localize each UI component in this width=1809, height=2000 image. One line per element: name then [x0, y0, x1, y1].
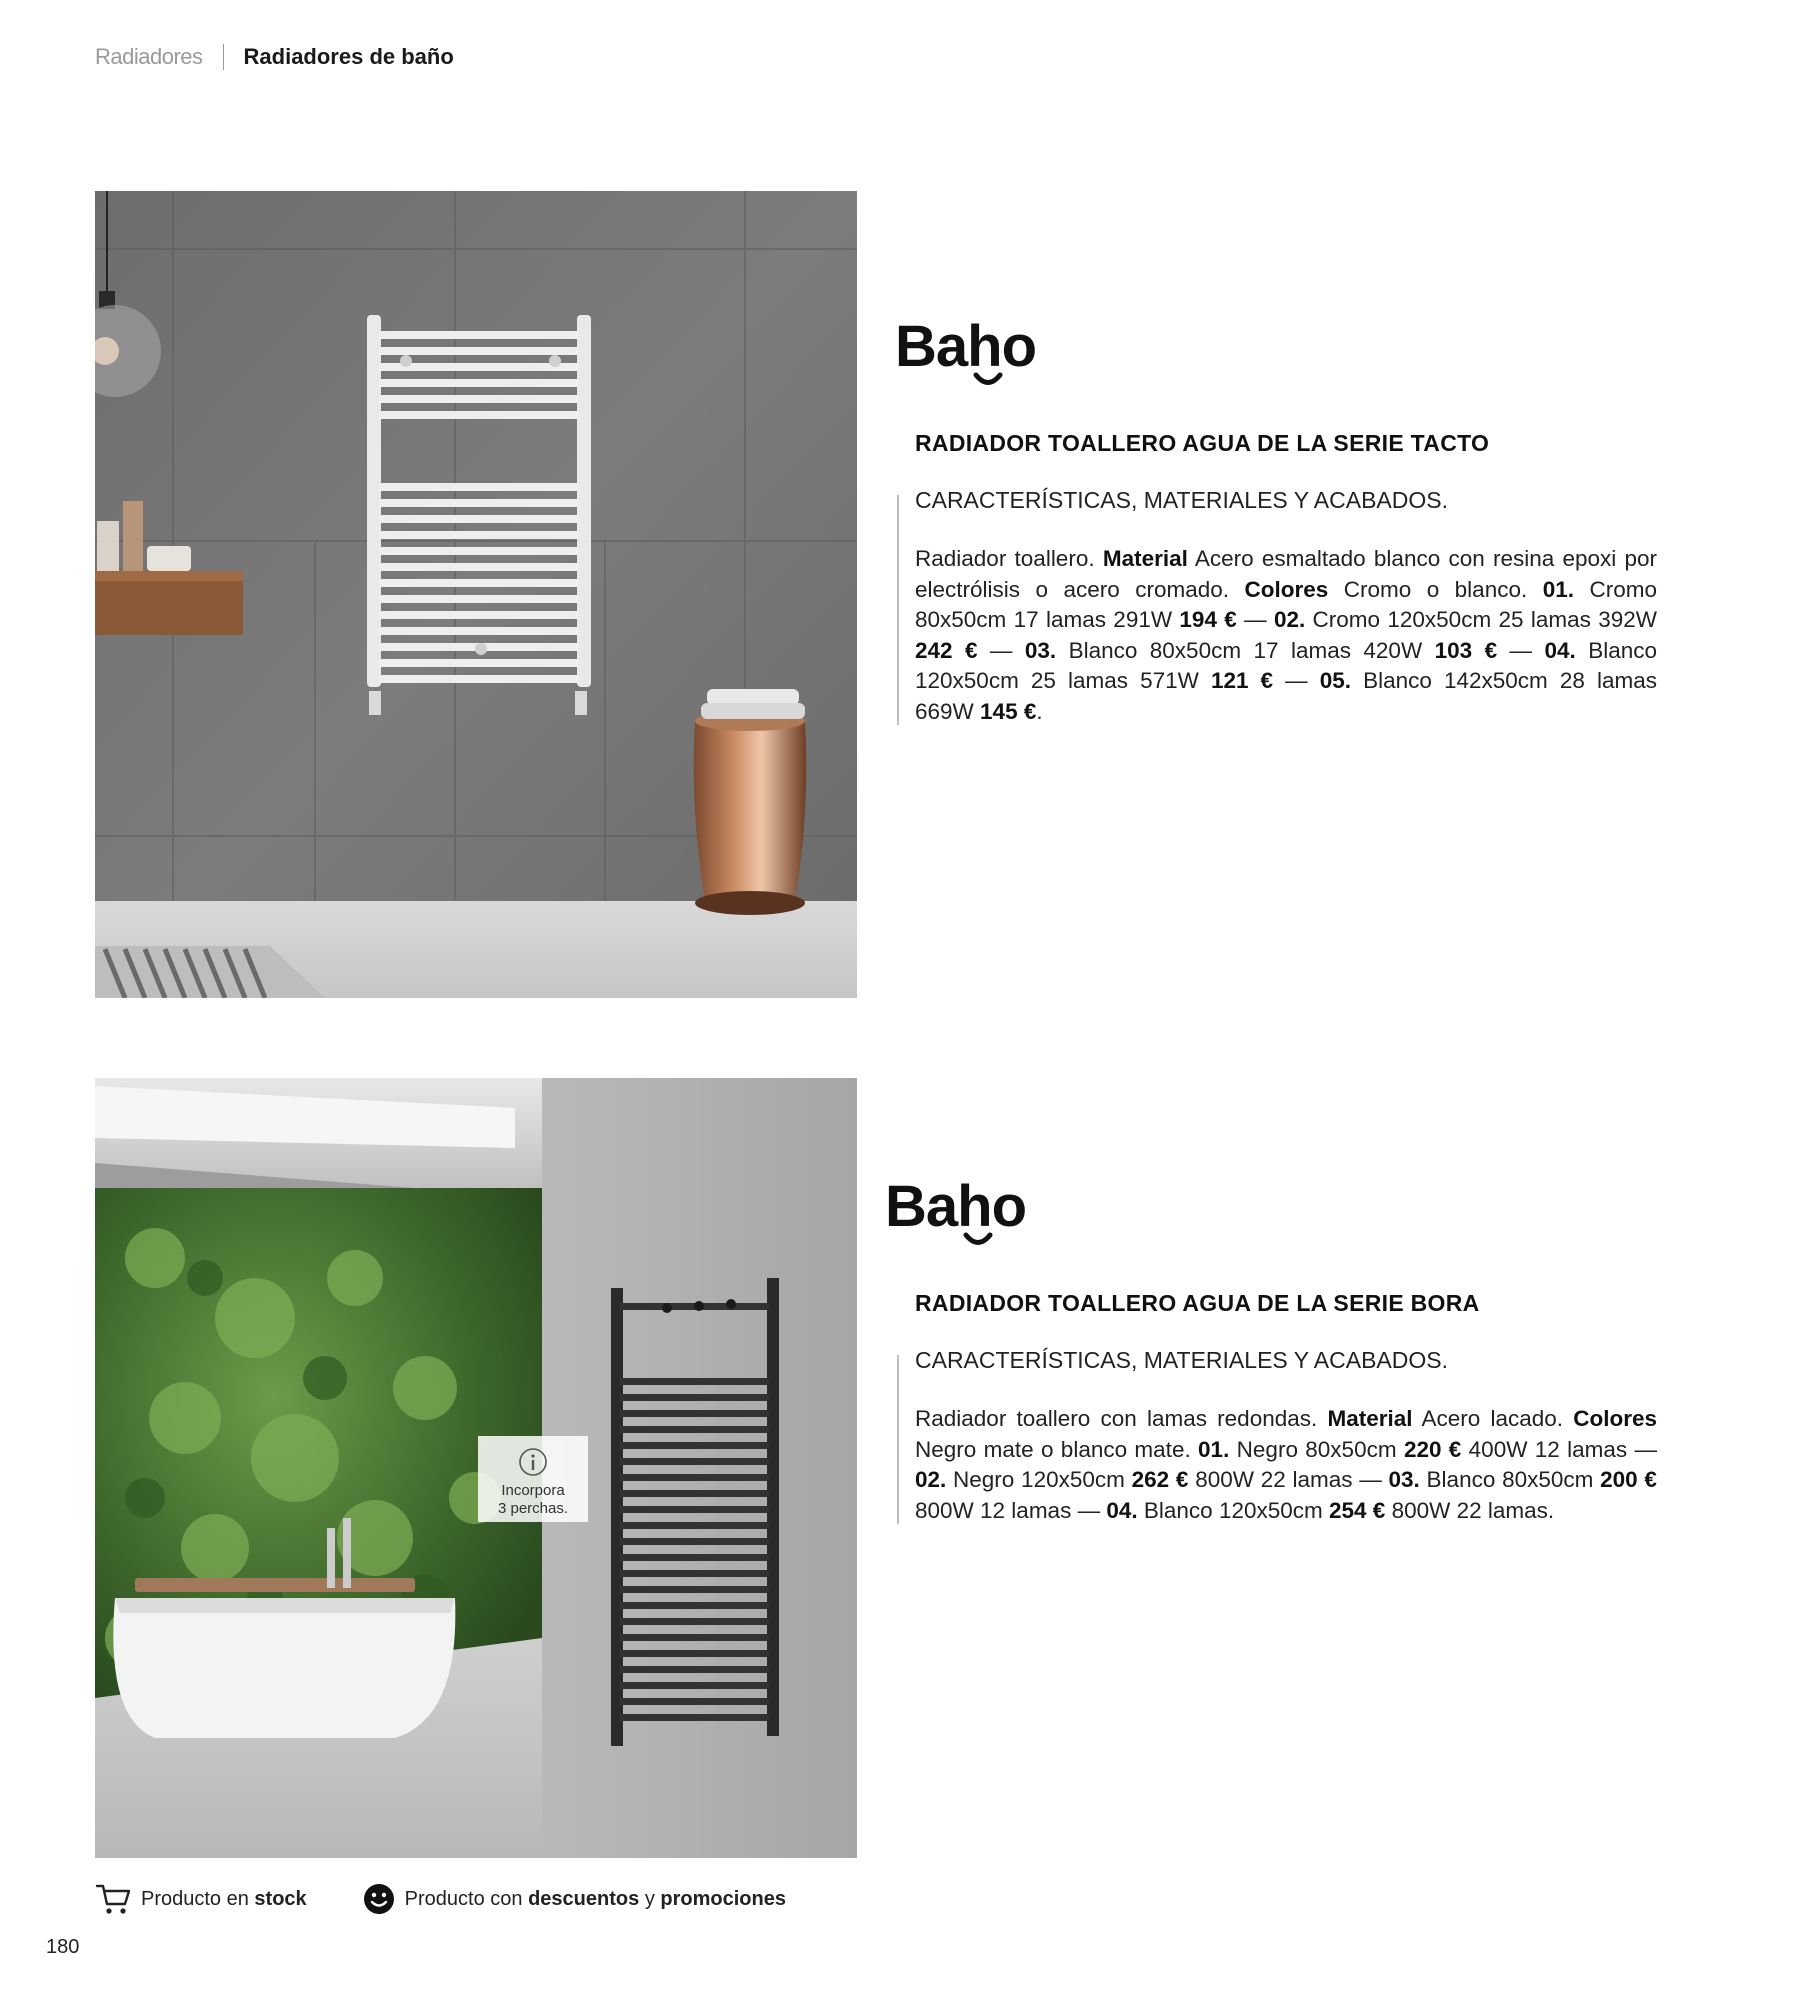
variant-desc: 800W 12 lamas — [915, 1497, 1072, 1523]
spec-block — [895, 487, 1660, 727]
variant-desc: Blanco 80x50cm 17 lamas 420W — [1068, 637, 1423, 663]
legend-promo-prefix: Producto con — [404, 1887, 523, 1910]
legend-stock-prefix: Producto en — [141, 1887, 249, 1910]
variant-code: 01. — [1542, 576, 1574, 602]
product-title: RADIADOR TOALLERO AGUA DE LA SERIE TACTO — [915, 430, 1490, 456]
smiley-icon — [363, 1883, 395, 1915]
variant-desc: Blanco 120x50cm — [1143, 1497, 1323, 1523]
spec-colors: Negro mate o blanco mate. — [915, 1436, 1191, 1462]
variant-desc: Cromo 120x50cm 25 lamas 392W — [1312, 607, 1657, 632]
variant-code: 02. — [1273, 607, 1306, 632]
variant-desc: Negro 80x50cm — [1236, 1436, 1397, 1462]
cart-icon — [95, 1882, 131, 1916]
spec-intro: Radiador toallero. — [915, 546, 1095, 571]
product-tacto — [895, 314, 1660, 727]
info-icon — [517, 1446, 549, 1478]
variant-code: 04. — [1106, 1497, 1138, 1523]
brand-logo-text: Baho — [895, 314, 1036, 379]
breadcrumb — [95, 44, 454, 70]
brand-logo — [895, 314, 1036, 379]
legend-promo — [363, 1883, 786, 1915]
product-title: RADIADOR TOALLERO AGUA DE LA SERIE BORA — [915, 1290, 1480, 1316]
variant-price: 194 € — [1179, 607, 1237, 632]
variant-code: 03. — [1024, 637, 1057, 663]
variant-price: 103 € — [1434, 637, 1498, 663]
breadcrumb-current: Radiadores de baño — [243, 44, 454, 69]
variant-desc: 400W 12 lamas — [1468, 1436, 1628, 1462]
legend — [95, 1882, 842, 1916]
legend-promo-bold-2: promociones — [660, 1887, 786, 1910]
brand-smile-icon — [973, 372, 1003, 388]
spec-material: Acero lacado. — [1421, 1406, 1563, 1431]
breadcrumb-parent[interactable]: Radiadores — [95, 44, 203, 69]
product-bora — [885, 1174, 1660, 1526]
brand-logo — [885, 1174, 1026, 1239]
spec-intro: Radiador toallero con lamas redondas. — [915, 1406, 1318, 1431]
legend-stock-bold: stock — [254, 1887, 307, 1910]
variant-code: 02. — [915, 1467, 947, 1492]
spec-colors: Cromo o blanco. — [1343, 576, 1528, 602]
variant-desc: Blanco 80x50cm — [1426, 1467, 1594, 1492]
variant-price: 121 € — [1210, 668, 1274, 693]
legend-stock — [95, 1882, 307, 1916]
variant-code: 01. — [1198, 1436, 1230, 1462]
spec-heading: CARACTERÍSTICAS, MATERIALES Y ACABADOS. — [915, 487, 1448, 513]
hooks-tooltip — [478, 1436, 588, 1522]
variant-price: 145 € — [980, 698, 1037, 724]
variant-desc: 800W 22 lamas — [1195, 1467, 1353, 1492]
spec-heading: CARACTERÍSTICAS, MATERIALES Y ACABADOS. — [915, 1347, 1448, 1373]
variant-price: 220 € — [1403, 1436, 1462, 1462]
tooltip-line-2: 3 perchas. — [497, 1500, 569, 1517]
variant-desc: Cromo 80x50cm 17 lamas 291W — [915, 576, 1657, 632]
spec-divider — [897, 495, 899, 725]
variant-price: 242 € — [915, 637, 978, 663]
variant-price: 200 € — [1600, 1467, 1657, 1492]
spec-material-label: Material — [1327, 1406, 1413, 1431]
tooltip-line-1: Incorpora — [501, 1482, 565, 1499]
breadcrumb-separator — [223, 44, 224, 70]
spec-divider — [897, 1355, 899, 1524]
spec-colors-label: Colores — [1573, 1406, 1657, 1431]
brand-smile-icon — [963, 1232, 993, 1248]
brand-logo-text: Baho — [885, 1174, 1026, 1239]
variant-code: 05. — [1319, 668, 1352, 693]
variant-code: 03. — [1388, 1467, 1420, 1492]
product-photo-tacto — [95, 191, 857, 998]
spec-description: Radiador toallero con lamas redondas. Material Acero lacado. Colores Negro mate o blanco mate. 01. Negro 80x50cm 220 € 400W 12 lamas — 02. Negro 120x50cm 262 € 800W 22 lamas — 03. Blanco 80x50cm 200 € 800W 12 lamas — 04. Blanco 120x50cm 254 € 800W 22 lamas. — [915, 1406, 1657, 1523]
variant-desc: Blanco 142x50cm 28 lamas 669W — [915, 668, 1657, 724]
variant-code: 04. — [1544, 637, 1576, 663]
product-photo-bora — [95, 1078, 857, 1858]
spec-material: Acero esmaltado blanco con resina epoxi por electrólisis o acero cromado. — [915, 546, 1658, 602]
variant-price: 262 € — [1131, 1467, 1189, 1492]
variant-desc: Negro 120x50cm — [953, 1467, 1125, 1492]
spec-material-label: Material — [1102, 546, 1188, 571]
spec-description: Radiador toallero. Material Acero esmaltado blanco con resina epoxi por electrólisis o acero cromado. Colores Cromo o blanco. 01. Cromo 80x50cm 17 lamas 291W 194 € — 02. Cromo 120x50cm 25 lamas 392W 242 € — 03. Blanco 80x50cm 17 lamas 420W 103 € — 04. Blanco 120x50cm 25 lamas 571W 121 € — 05. Blanco 142x50cm 28 lamas 669W 145 €. — [915, 546, 1658, 724]
legend-promo-mid: y — [644, 1887, 655, 1910]
legend-promo-bold-1: descuentos — [528, 1887, 640, 1910]
page-number: 180 — [46, 1936, 80, 1958]
spec-block — [895, 1347, 1660, 1526]
variant-desc: Blanco 120x50cm 25 lamas 571W — [915, 637, 1657, 693]
spec-colors-label: Colores — [1244, 576, 1329, 602]
variant-desc: 800W 22 lamas. — [1391, 1497, 1555, 1523]
variant-price: 254 € — [1329, 1497, 1386, 1523]
